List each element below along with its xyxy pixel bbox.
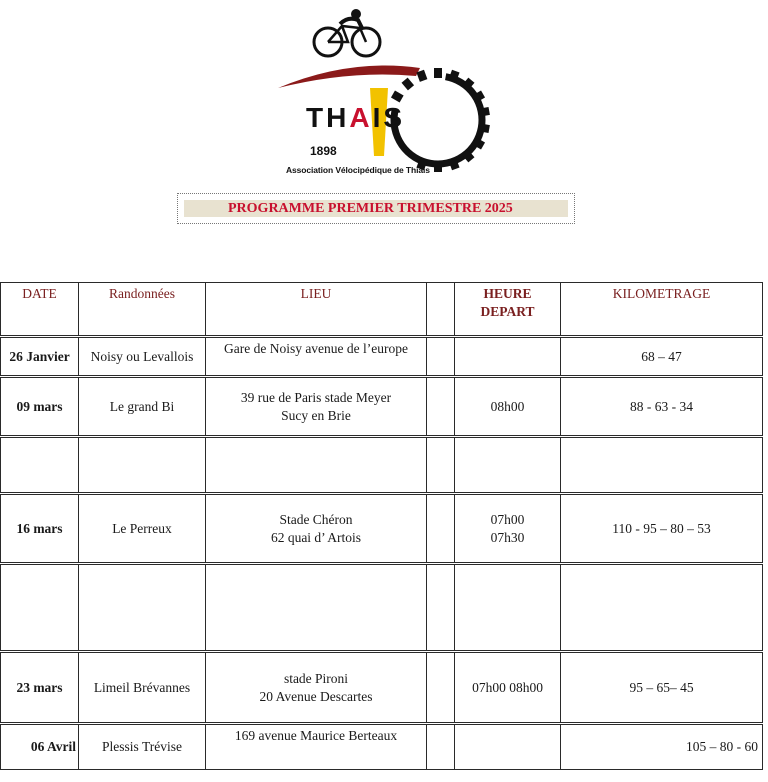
row-spacer <box>427 494 455 564</box>
row-spacer <box>427 724 455 770</box>
row-lieu <box>206 377 427 437</box>
logo-association-name: Association Vélocipédique de Thiais <box>286 165 430 175</box>
header-depart-line: DEPART <box>480 304 535 319</box>
table-row <box>1 724 763 770</box>
row-lieu-line: Gare de Noisy avenue de l’europe <box>223 341 409 356</box>
club-logo <box>270 8 490 180</box>
row-lieu <box>206 564 427 652</box>
row-spacer <box>427 337 455 377</box>
row-date <box>1 437 79 494</box>
row-kilometrage: 110 - 95 – 80 – 53 <box>561 494 763 564</box>
logo-word-part: TH <box>306 102 350 133</box>
table-row <box>1 337 763 377</box>
row-kilometrage: 88 - 63 - 34 <box>561 377 763 437</box>
row-lieu-line: 39 rue de Paris stade Meyer <box>240 389 392 405</box>
row-randonnee: Le Perreux <box>79 494 206 564</box>
row-randonnee: Plessis Trévise <box>79 724 206 770</box>
row-date: 26 Janvier <box>1 337 79 377</box>
row-lieu-line: 20 Avenue Descartes <box>259 688 373 704</box>
table-row <box>1 437 763 494</box>
row-spacer <box>427 564 455 652</box>
row-heure <box>455 494 561 564</box>
table-row <box>1 652 763 724</box>
row-heure-line: 08h00 <box>490 398 525 414</box>
row-lieu <box>206 494 427 564</box>
program-banner <box>177 193 575 224</box>
cyclist-gear-icon <box>270 8 490 180</box>
header-heure-depart <box>455 283 561 337</box>
row-heure <box>455 652 561 724</box>
row-randonnee: Noisy ou Levallois <box>79 337 206 377</box>
row-heure-line: 07h00 08h00 <box>472 679 543 695</box>
ride-schedule-table <box>0 282 763 770</box>
header-randonnees: Randonnées <box>79 283 206 337</box>
row-kilometrage: 68 – 47 <box>561 337 763 377</box>
table-header-row <box>1 283 763 337</box>
header-empty <box>427 283 455 337</box>
row-randonnee <box>79 437 206 494</box>
row-date: 23 mars <box>1 652 79 724</box>
row-date: 16 mars <box>1 494 79 564</box>
header-kilometrage: KILOMETRAGE <box>561 283 763 337</box>
logo-year: 1898 <box>310 144 337 158</box>
table-row <box>1 494 763 564</box>
row-lieu-line: Stade Chéron <box>279 511 353 527</box>
header-date: DATE <box>1 283 79 337</box>
row-lieu-line: 62 quai d’ Artois <box>270 529 362 545</box>
row-heure <box>455 564 561 652</box>
row-kilometrage: 95 – 65– 45 <box>561 652 763 724</box>
row-kilometrage <box>561 564 763 652</box>
row-lieu <box>206 437 427 494</box>
row-lieu <box>206 724 427 770</box>
table-row <box>1 377 763 437</box>
row-kilometrage: 105 – 80 - 60 <box>561 724 763 770</box>
row-kilometrage <box>561 437 763 494</box>
row-randonnee: Limeil Brévannes <box>79 652 206 724</box>
row-heure-line: 07h00 <box>490 511 525 527</box>
row-heure <box>455 437 561 494</box>
row-lieu <box>206 652 427 724</box>
header-heure-line: HEURE <box>483 286 532 301</box>
row-lieu-line: Sucy en Brie <box>281 407 351 423</box>
row-heure <box>455 724 561 770</box>
row-lieu <box>206 337 427 377</box>
row-heure <box>455 337 561 377</box>
logo-word-part: S <box>383 102 406 133</box>
logo-word-highlight: A <box>349 102 373 133</box>
row-date: 09 mars <box>1 377 79 437</box>
row-spacer <box>427 652 455 724</box>
row-heure <box>455 377 561 437</box>
row-heure-line: 07h30 <box>490 529 525 545</box>
row-lieu-line: 169 avenue Maurice Berteaux <box>234 728 398 743</box>
logo-word-part: I <box>372 102 384 133</box>
row-lieu-line: stade Pironi <box>283 670 349 686</box>
program-title: PROGRAMME PREMIER TRIMESTRE 2025 <box>228 201 513 216</box>
row-randonnee <box>79 564 206 652</box>
header-lieu: LIEU <box>206 283 427 337</box>
table-row <box>1 564 763 652</box>
row-spacer <box>427 377 455 437</box>
row-randonnee: Le grand Bi <box>79 377 206 437</box>
row-spacer <box>427 437 455 494</box>
row-date <box>1 564 79 652</box>
row-date: 06 Avril <box>1 724 79 770</box>
logo-wordmark <box>306 104 405 132</box>
